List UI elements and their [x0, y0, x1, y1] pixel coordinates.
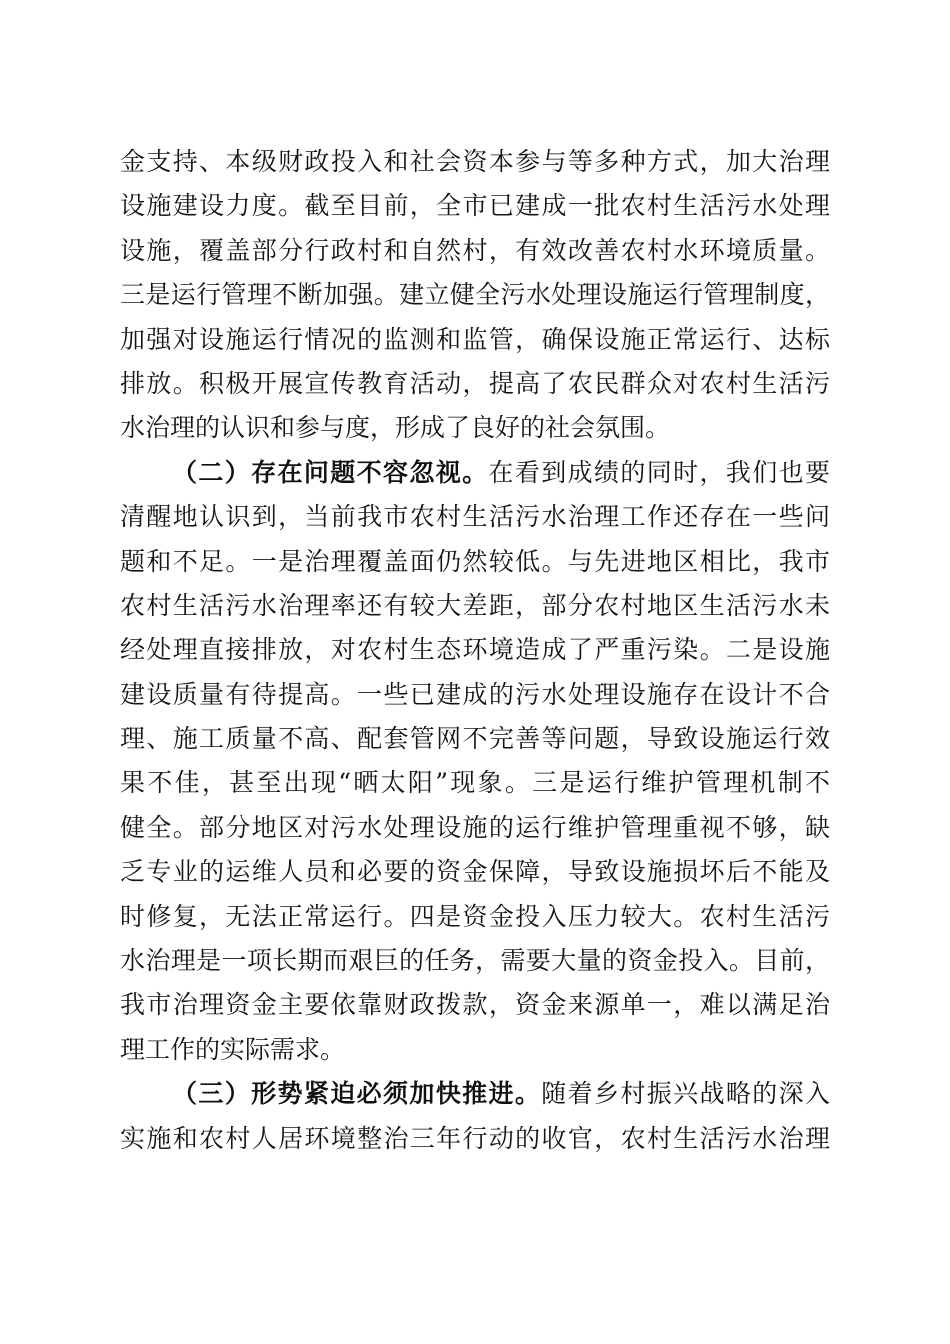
paragraph-2-line-8: 果不佳，甚至出现“晒太阳”现象。三是运行维护管理机制不	[120, 768, 830, 798]
paragraph-2-line-12: 水治理是一项长期而艰巨的任务，需要大量的资金投入。目前，	[120, 946, 830, 976]
paragraph-2-first-line	[120, 451, 830, 495]
paragraph-1-line-5: 加强对设施运行情况的监测和监管，确保设施正常运行、达标	[120, 324, 830, 354]
paragraph-1-line-4: 三是运行管理不断加强。建立健全污水处理设施运行管理制度，	[120, 280, 830, 310]
paragraph-2-line-6: 建设质量有待提高。一些已建成的污水处理设施存在设计不合	[120, 679, 830, 709]
paragraph-2-line-2: 清醒地认识到，当前我市农村生活污水治理工作还存在一些问	[120, 502, 830, 532]
paragraph-2-line-7: 理、施工质量不高、配套管网不完善等问题，导致设施运行效	[120, 724, 830, 754]
paragraph-2-line-3: 题和不足。一是治理覆盖面仍然较低。与先进地区相比，我市	[120, 546, 830, 576]
section-heading-2: （二）存在问题不容忽视。	[172, 457, 489, 487]
section-heading-3: （三）形势紧迫必须加快推进。	[172, 1079, 542, 1109]
paragraph-2-first-line-text: 在看到成绩的同时，我们也要	[488, 457, 830, 487]
paragraph-2-line-9: 健全。部分地区对污水处理设施的运行维护管理重视不够，缺	[120, 812, 830, 842]
paragraph-3-line-2: 实施和农村人居环境整治三年行动的收官，农村生活污水治理	[120, 1123, 830, 1153]
paragraph-1-line-3: 设施，覆盖部分行政村和自然村，有效改善农村水环境质量。	[120, 235, 830, 265]
paragraph-3-first-line-text: 随着乡村振兴战略的深入	[541, 1079, 830, 1109]
paragraph-2-line-10: 乏专业的运维人员和必要的资金保障，导致设施损坏后不能及	[120, 857, 830, 887]
paragraph-3-first-line	[120, 1072, 830, 1116]
paragraph-2-line-13: 我市治理资金主要依靠财政拨款，资金来源单一，难以满足治	[120, 990, 830, 1020]
paragraph-1-line-6: 排放。积极开展宣传教育活动，提高了农民群众对农村生活污	[120, 368, 830, 398]
paragraph-2-line-14: 理工作的实际需求。	[120, 1034, 346, 1064]
paragraph-2-line-4: 农村生活污水治理率还有较大差距，部分农村地区生活污水未	[120, 590, 830, 620]
paragraph-1-line-2: 设施建设力度。截至目前，全市已建成一批农村生活污水处理	[120, 191, 830, 221]
document-body	[120, 140, 830, 1161]
paragraph-2-line-11: 时修复，无法正常运行。四是资金投入压力较大。农村生活污	[120, 901, 830, 931]
paragraph-1-line-1: 金支持、本级财政投入和社会资本参与等多种方式，加大治理	[120, 147, 830, 176]
paragraph-1-line-7: 水治理的认识和参与度，形成了良好的社会氛围。	[120, 413, 671, 443]
paragraph-2-line-5: 经处理直接排放，对农村生态环境造成了严重污染。二是设施	[120, 635, 830, 665]
